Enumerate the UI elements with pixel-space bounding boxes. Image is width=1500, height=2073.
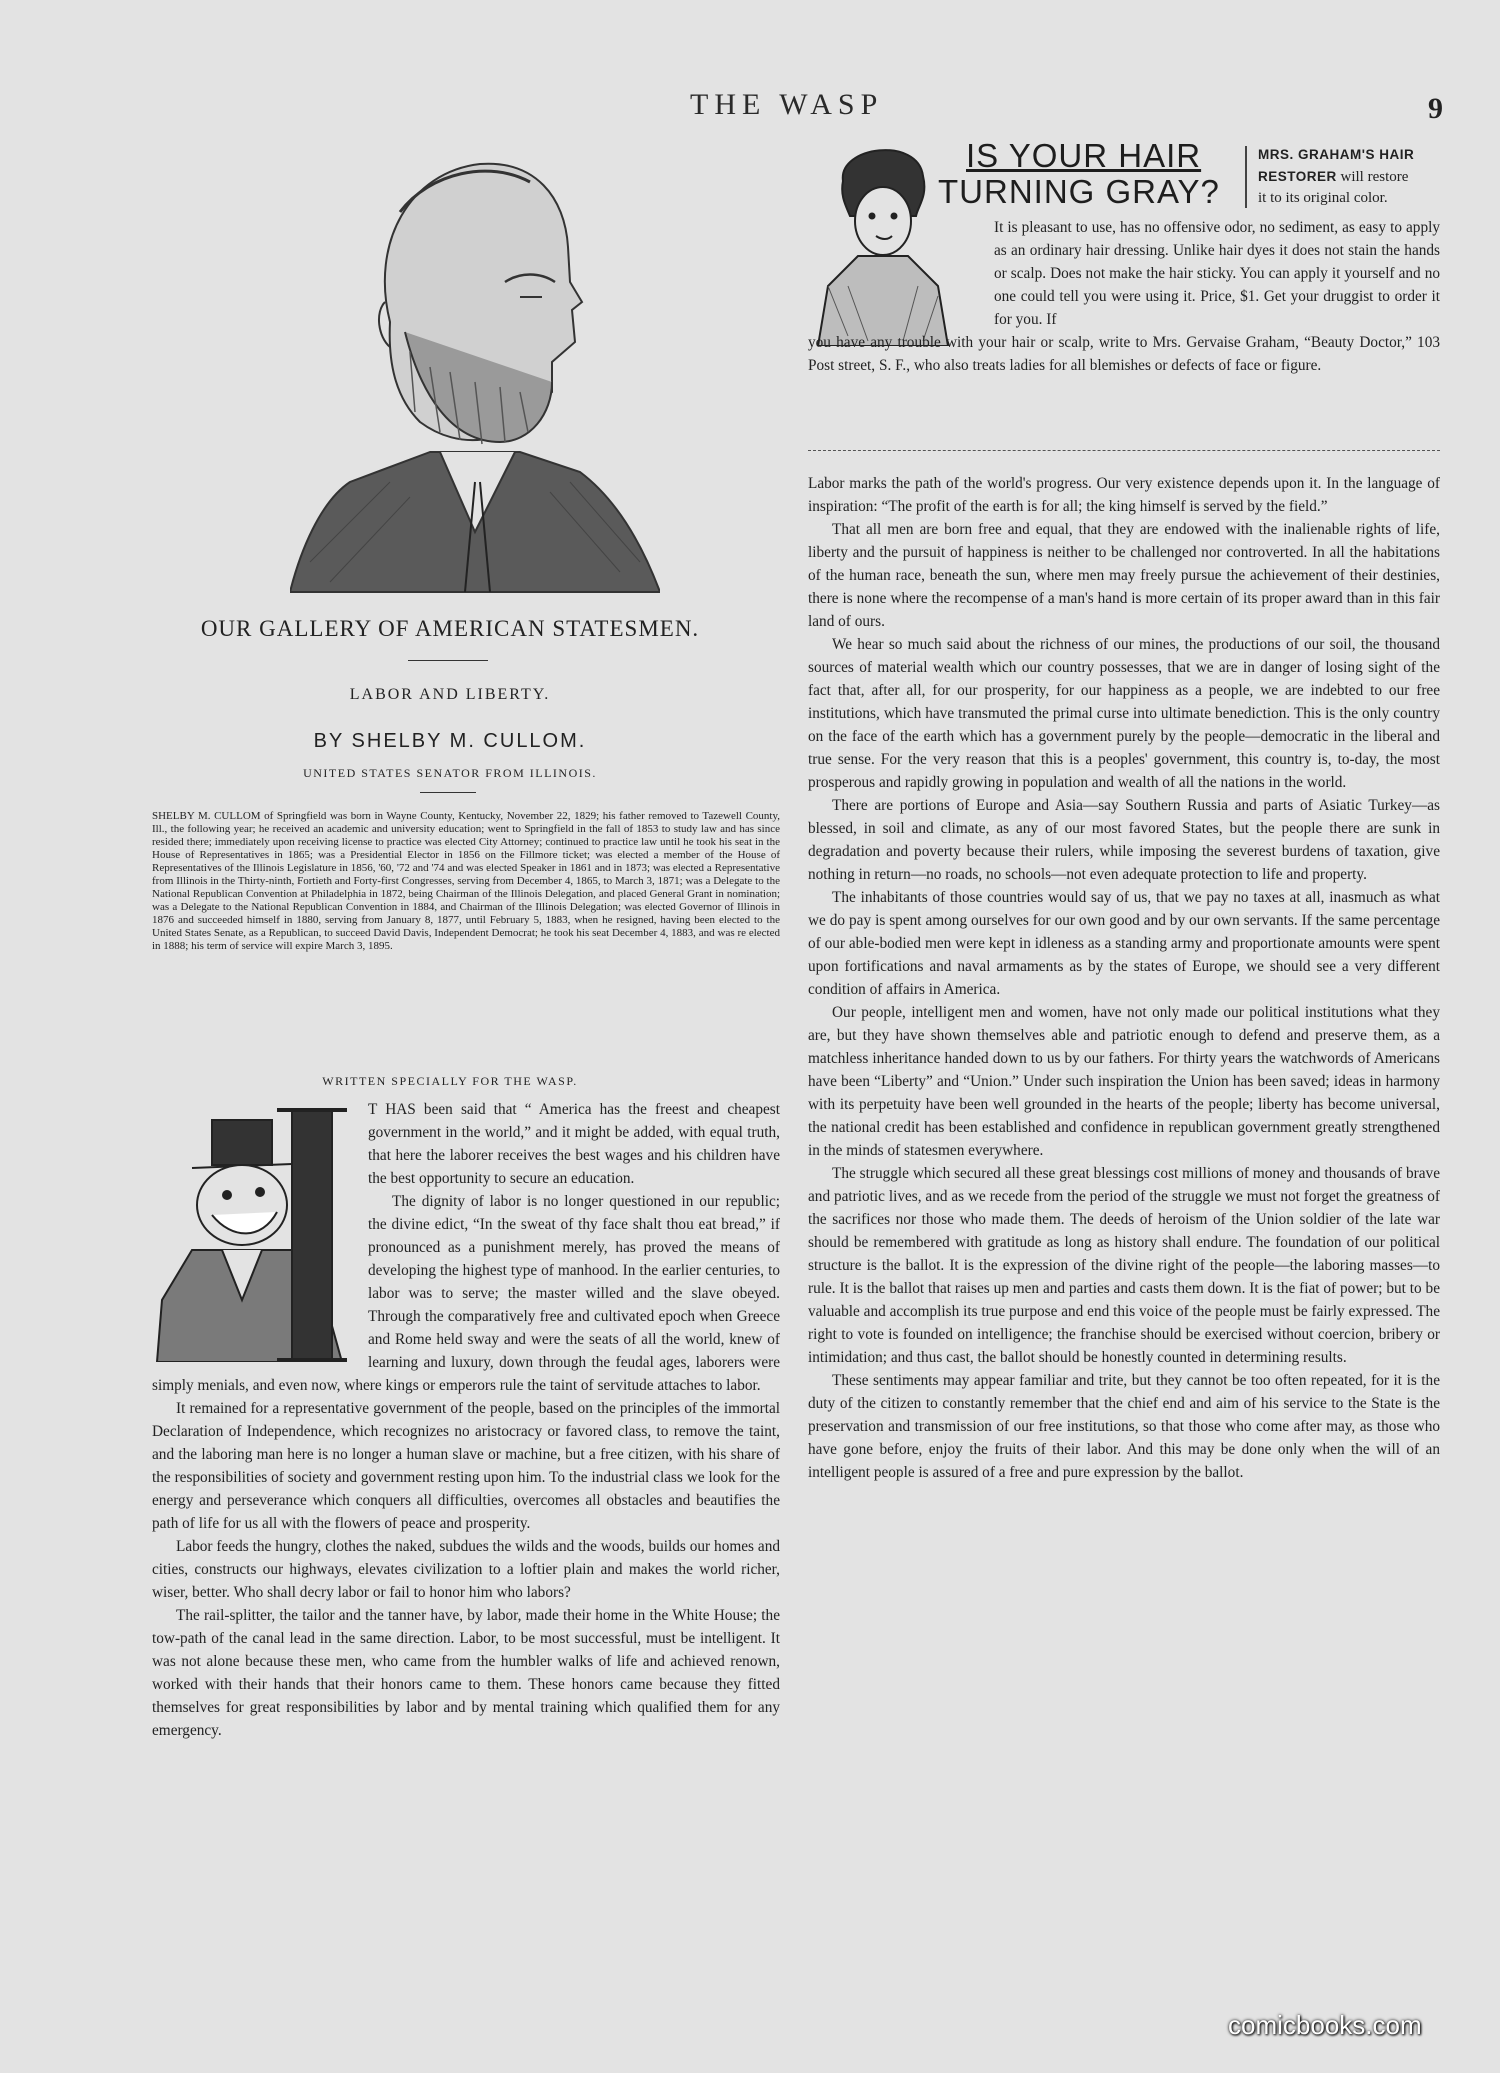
- ad-separator: [808, 450, 1440, 451]
- article-paragraph: Labor marks the path of the world's progress. Our very existence depends upon it. In the language of inspiration: “The profit of the earth is for all; the king himself is served by the field.”: [808, 475, 1440, 515]
- title-divider: [408, 660, 488, 661]
- article-paragraph: There are portions of Europe and Asia—say Southern Russia and parts of Asiatic Turkey—as blessed, in soil and climate, as any of our most favored States, but the people there are sunk in degradation and poverty because their rulers, while imposing the severest burdens of taxation, give nothing in return—no roads, no schools—not even adequate protection to life and property.: [808, 797, 1440, 883]
- ad-copy: you have any trouble with your hair or scalp, write to Mrs. Gervaise Graham, “Beauty Doctor,” 103 Post street, S. F., who also treats ladies for all blemishes or defects of face or figure.: [808, 334, 1440, 374]
- ad-divider: [1245, 146, 1247, 208]
- author-title: UNITED STATES SENATOR FROM ILLINOIS.: [303, 766, 597, 780]
- ad-brand-product: RESTORER: [1258, 169, 1337, 184]
- source-watermark: comicbooks.com: [1228, 2010, 1422, 2040]
- page-number: 9: [1428, 92, 1443, 125]
- biography-paragraph: SHELBY M. CULLOM of Springfield was born in Wayne County, Kentucky, November 22, 1829; his father removed to Tazewell County, Ill., the following year; he received an academic and university education; went to Springfield in the fall of 1853 to study law and has since resided there; immediately upon receiving license to practice was elected City Attorney; continued to practice law until he took his seat in the House of Representatives in 1865; was a Presidential Elector in 1856 on the Fillmore ticket; was elected a member of the House of Representatives of the Illinois Legislature in 1856, '60, '72 and '74 and was elected Speaker in 1861 and in 1873; was elected a Representative from Illinois in the Thirty-ninth, Fortieth and Forty-first Congresses, serving from December 4, 1865, to March 3, 1871; was a Delegate to the National Republican Convention at Philadelphia in 1872, being Chairman of the Illinois Delegation, and placed General Grant in nomination; was a Delegate to the National Republican Convention in 1884, and Chairman of the Illinois Delegation; was elected Governor of Illinois in 1876 and succeeded himself in 1880, serving from January 8, 1877, until February 5, 1883, when he resigned, having been elected to the United States Senate, as a Republican, to succeed David Davis, Independent Democrat; he took his seat December 4, 1883, and was re elected in 1888; his term of service will expire March 3, 1895.: [152, 810, 780, 952]
- ad-headline-line-1: IS YOUR HAIR: [966, 137, 1202, 174]
- article-paragraph: Labor feeds the hungry, clothes the naked, subdues the wilds and the woods, builds our homes and cities, constructs our highways, elevates civilization to a loftier plain and makes the world richer, wiser, better. Who shall decry labor or fail to honor him who labors?: [152, 1538, 780, 1601]
- article-paragraph: The struggle which secured all these great blessings cost millions of money and thousands of brave and patriotic lives, and as we recede from the period of the struggle we must not forget the greatness of the sacrifices nor those who made them. The deeds of heroism of the Union soldier of the late war should be remembered with gratitude as long as history shall endure. The foundation of our political structure is the ballot. It is the expression of the divine right of the people—the laboring masses—to rule. It is the ballot that raises up men and parties and casts them down. It is the fiat of power; but to be valuable and accomplish its true purpose and end this voice of the people must be fairly expressed. The right to vote is founded on intelligence; the franchise should be exercised without coercion, bribery or intimidation; and thus cast, the ballot should be honestly counted in determining results.: [808, 1165, 1440, 1366]
- ad-side-copy: it to its original color.: [1258, 190, 1388, 206]
- ad-headline-line-2: TURNING GRAY?: [938, 173, 1220, 210]
- article-paragraph: That all men are born free and equal, that they are endowed with the inalienable rights of life, liberty and the pursuit of happiness is neither to be challenged nor controverted. In all the habitations of the human race, beneath the sun, where men may freely pursue the achievement of their destinies, there is none where the recompense of a man's hand is more certain of its proper award than in this fair land of ours.: [808, 521, 1440, 630]
- article-paragraph: We hear so much said about the richness of our mines, the productions of our soil, the thousand sources of material wealth which our country possesses, that we are in danger of losing sight of the fact that, after all, for our prosperity, for our happiness as a people, we are indebted to our free institutions, which have transmuted the primal curse into ultimate benediction. This is the only country on the face of the earth which has a government purely by the people—democratic in the liberal and true sense. For the very reason that this is a peoples' government, this country is, to-day, the most prosperous and rapidly growing in population and wealth of all the nations in the world.: [808, 636, 1440, 791]
- article-title: LABOR AND LIBERTY.: [349, 686, 551, 703]
- cartoon-illustration: [152, 1100, 358, 1362]
- gallery-title: OUR GALLERY OF AMERICAN STATESMEN.: [200, 616, 700, 641]
- ad-side-text: [1258, 144, 1440, 209]
- ad-copy: It is pleasant to use, has no offensive odor, no sediment, as easy to apply as an ordinary hair dressing. Unlike hair dyes it does not stain the hands or scalp. Does not make the hair sticky. You can apply it yourself and no one could tell you were using it. Price, $1. Get your druggist to order it for you. If: [994, 219, 1440, 328]
- left-column-article: [152, 1098, 780, 1742]
- ad-brand-name: MRS. GRAHAM'S HAIR: [1258, 147, 1415, 162]
- statesman-portrait: [290, 152, 660, 597]
- article-paragraph: It remained for a representative government of the people, based on the principles of the immortal Declaration of Independence, which recognizes no aristocracy or favored class, to remove the taint, and the laboring man here is no longer a human slave or machine, but a free citizen, with his share of the responsibilities of society and government resting upon him. To the industrial class we look for the energy and perseverance which conquers all difficulties, overcomes all obstacles and beautifies the path of life for us all with the flowers of peace and prosperity.: [152, 1400, 780, 1532]
- written-specially-note: WRITTEN SPECIALLY FOR THE WASP.: [322, 1074, 578, 1088]
- article-paragraph: T HAS been said that “ America has the freest and cheapest government in the world,” and it might be added, with equal truth, that here the laborer receives the best wages and his children have the best opportunity to secure an education.: [368, 1101, 780, 1187]
- masthead-title: THE WASP: [690, 88, 884, 121]
- article-paragraph: Our people, intelligent men and women, have not only made our political institutions what they are, but they have shown themselves able and patriotic enough to defend and preserve them, as a matchless inheritance handed down to us by our fathers. For thirty years the watchwords of Americans have been “Liberty” and “Union.” Under such inspiration the Union has been saved; ideas in harmony with its perpetuity have been well grounded in the hearts of the people; liberty has become universal, the national credit has been established and confidence in republican government greatly strengthened in the minds of statesmen everywhere.: [808, 1004, 1440, 1159]
- byline-divider: [420, 792, 476, 793]
- article-paragraph: The rail-splitter, the tailor and the tanner have, by labor, made their home in the White House; the tow-path of the canal lead in the same direction. Labor, to be most successful, must be intelligent. It was not alone because these men, who came from the humbler walks of life and achieved renown, worked with their hands that their honors came to them. These honors came because they fitted themselves for great responsibilities by labor and by mental training which qualified them for any emergency.: [152, 1607, 780, 1739]
- ad-body-text: [808, 216, 1440, 377]
- article-paragraph: The dignity of labor is no longer questioned in our republic; the divine edict, “In the sweat of thy face shalt thou eat bread,” if pronounced as a punishment merely, has proved the means of developing the highest type of manhood. In the earlier centuries, to labor was to serve; the master willed and the slave obeyed. Through the comparatively free and cultivated epoch when Greece and Rome held sway and were the seats of all the world, knew of learning and luxury, down through the feudal ages, laborers were simply menials, and even now, where kings or emperors rule the taint of servitude attaches to labor.: [152, 1193, 780, 1394]
- ad-side-copy: will restore: [1340, 169, 1409, 185]
- article-paragraph: These sentiments may appear familiar and trite, but they cannot be too often repeated, for it is the duty of the citizen to constantly remember that the chief end and aim of his service to the State is the preservation and transmission of our free institutions, so that those who come after may, as those who have gone before, enjoy the fruits of their labor. And this may be done only when the will of an intelligent people is assured of a free and pure expression by the ballot.: [808, 1372, 1440, 1481]
- right-column-article: [808, 472, 1440, 1484]
- article-paragraph: The inhabitants of those countries would say of us, that we pay no taxes at all, inasmuch as what we do pay is spent among ourselves for our own good and by our own servants. If the same percentage of our able-bodied men were kept in idleness as a standing army and proportionate amounts were spent upon fortifications and naval armaments as by the states of Europe, we should see a very different condition of affairs in America.: [808, 889, 1440, 998]
- byline: BY SHELBY M. CULLOM.: [313, 730, 587, 752]
